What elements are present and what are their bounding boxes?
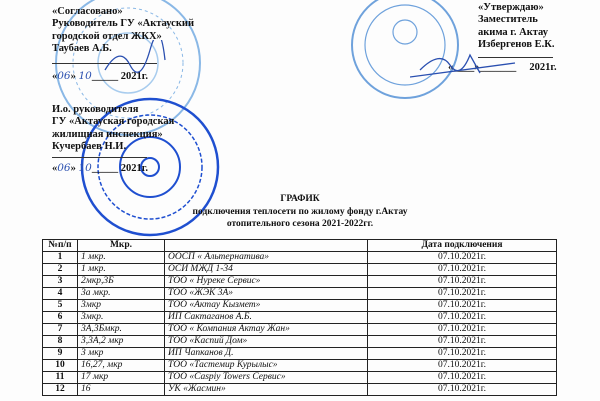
row-microdistrict: 3А,3Бмкр. [78,324,165,336]
row-organization: ТОО «Caspiy Towers Сервис» [165,372,368,384]
table-row [43,348,557,360]
approver-name: Таубаев А.Б. [52,42,112,54]
row-number: 8 [43,336,78,348]
header-connection-date: Дата подключения [368,240,557,252]
row-connection-date: 07.10.2021г. [368,276,557,288]
table-row [43,288,557,300]
approver-department-2: жилищная инспекция» [52,128,163,140]
row-organization: ТОО «Тастемир Курылыс» [165,360,368,372]
row-connection-date: 07.10.2021г. [368,264,557,276]
row-organization: ТОО «ЖЭК 3А» [165,288,368,300]
row-organization: ООСП « Альтернатива» [165,252,368,264]
table-row [43,336,557,348]
approver-position: Руководитель ГУ «Актауский [52,18,194,30]
row-connection-date: 07.10.2021г. [368,324,557,336]
date-year: 2021г. [120,163,148,175]
approver-department: акима г. Актау [478,26,549,38]
row-organization: ИП Сактаганов А.Б. [165,312,368,324]
row-connection-date: 07.10.2021г. [368,360,557,372]
row-organization: ТОО «Каспий Дом» [165,336,368,348]
date-year: 2021г. [529,62,557,74]
table-row [43,384,557,396]
row-organization: УК «Жасмин» [165,384,368,396]
table-row [43,324,557,336]
approver-department: ГУ «Актауская городская [52,116,175,128]
table-row [43,252,557,264]
row-organization: ТОО «Актау Кызмет» [165,300,368,312]
table-header-row [43,240,557,252]
row-organization: ОСИ МЖД 1-34 [165,264,368,276]
row-connection-date: 07.10.2021г. [368,372,557,384]
row-microdistrict: 3,3А,2 мкр [78,336,165,348]
row-microdistrict: 1 мкр. [78,252,165,264]
schedule-table [42,239,557,396]
left-approval-block: «Согласовано» Руководитель ГУ «Актауский городской отдел ЖКХ» Таубаев А.Б. «06» 10_____ 2021г. [52,6,194,83]
approval-label: «Утверждаю» [478,2,544,13]
row-number: 11 [43,372,78,384]
row-number: 6 [43,312,78,324]
approver-name: Кучербаев Н.И. [52,140,127,152]
row-number: 7 [43,324,78,336]
row-number: 2 [43,264,78,276]
document-title [0,193,600,231]
date-day: 06 [57,162,71,175]
row-connection-date: 07.10.2021г. [368,300,557,312]
date-month: 10 [78,70,92,83]
row-connection-date: 07.10.2021г. [368,348,557,360]
date-day: 06 [57,70,71,83]
row-microdistrict: 16 [78,384,165,396]
approver-position: И.о. руководителя [52,104,139,115]
row-number: 5 [43,300,78,312]
row-organization: ИП Чапканов Д. [165,348,368,360]
row-connection-date: 07.10.2021г. [368,384,557,396]
row-connection-date: 07.10.2021г. [368,252,557,264]
table-row [43,312,557,324]
row-microdistrict: 17 мкр [78,372,165,384]
signature-right [410,45,520,80]
table-row [43,372,557,384]
signature-left [100,40,170,83]
header-number: №п/п [43,240,78,252]
table-row [43,264,557,276]
right-approval-block: «Утверждаю» Заместитель акима г. Актау Избергенов Е.К. «____»_______ 2021г. [448,2,557,74]
table-row [43,300,557,312]
row-microdistrict: 16,27, мкр [78,360,165,372]
table-row [43,360,557,372]
row-microdistrict: 1 мкр. [78,264,165,276]
row-microdistrict: 2мкр,3Б [78,276,165,288]
row-microdistrict: 3мкр. [78,312,165,324]
approver-department: городской отдел ЖКХ» [52,30,162,42]
title-line-2: отопительного сезона 2021-2022гг. [226,219,374,229]
row-microdistrict: 3а мкр. [78,288,165,300]
row-connection-date: 07.10.2021г. [368,336,557,348]
date-month: 10 [78,162,92,175]
row-organization: ТОО « Нуреке Сервис» [165,276,368,288]
date-year: 2021г. [120,71,148,83]
row-microdistrict: 3мкр [78,300,165,312]
row-number: 9 [43,348,78,360]
approver-name: Избергенов Е.К. [478,38,555,50]
approval-label: «Согласовано» [52,6,123,17]
row-number: 12 [43,384,78,396]
table-row [43,276,557,288]
row-connection-date: 07.10.2021г. [368,288,557,300]
header-microdistrict: Мкр. [78,240,165,252]
row-connection-date: 07.10.2021г. [368,312,557,324]
row-number: 10 [43,360,78,372]
approver-position: Заместитель [478,14,538,26]
row-microdistrict: 3 мкр [78,348,165,360]
row-number: 4 [43,288,78,300]
row-number: 3 [43,276,78,288]
header-organization [165,240,368,252]
row-number: 1 [43,252,78,264]
row-organization: ТОО « Компания Актау Жан» [165,324,368,336]
title-heading: ГРАФИК [280,194,320,204]
title-line-1: подключения теплосети по жилому фонду г.Актау [192,206,408,217]
second-approval-block: И.о. руководителя ГУ «Актауская городская жилищная инспекция» Кучербаев Н.И. «06» 10_____ 2021г. [52,104,175,175]
